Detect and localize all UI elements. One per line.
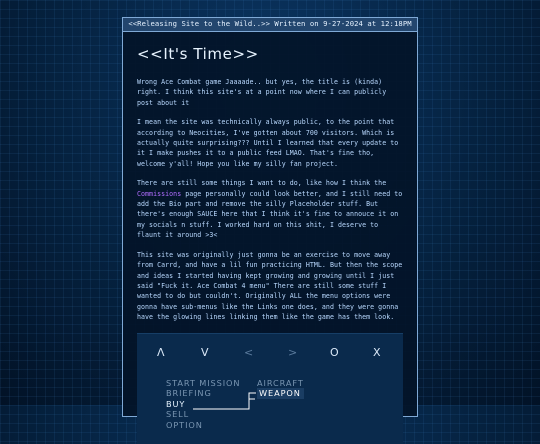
down-arrow-icon: V bbox=[201, 345, 209, 359]
post-paragraph-2: I mean the site was technically always public, to the point that according to Neocities, I've gotten about 700 visitors. Which is actually quite surprising??? Until I learned that every update to it I make pushes it to a public feed LMAO. That's fine tho, welcome y'all! Hope you like my silly fan project. bbox=[137, 118, 399, 168]
menu-item-option: OPTION bbox=[166, 419, 203, 430]
post-heading: <<It's Time>> bbox=[137, 45, 259, 63]
buy-submenu bbox=[257, 378, 304, 399]
p3-text-before: There are still some things I want to do, like how I think the bbox=[137, 179, 387, 188]
submenu-item-weapon: WEAPON bbox=[257, 388, 304, 399]
post-paragraph-1: Wrong Ace Combat game Jaaaade.. but yes, the title is (kinda) right. I think this site's at a point now where I can publicly post about it bbox=[137, 78, 387, 107]
triangle-up-icon: Λ bbox=[157, 345, 165, 359]
commissions-link[interactable]: Commissions bbox=[137, 189, 182, 198]
circle-icon: O bbox=[330, 345, 339, 359]
blog-post-window bbox=[122, 17, 418, 430]
menu-item-buy: BUY bbox=[166, 398, 186, 409]
window-title: <<Releasing Site to the Wild..>> Written on 9-27-2024 at 12:18PM bbox=[123, 18, 417, 32]
left-arrow-icon: < bbox=[244, 345, 254, 359]
submenu-item-aircraft: AIRCRAFT bbox=[257, 377, 304, 388]
cross-icon: X bbox=[373, 345, 381, 359]
main-menu-list bbox=[166, 378, 240, 431]
menu-item-briefing: BRIEFING bbox=[166, 388, 212, 399]
ace-combat-menu-image bbox=[137, 333, 403, 444]
post-paragraph-4: This site was originally just gonna be an exercise to move away from Carrd, and have a lil fun practicing HTML. But then the scope and ideas I started having kept growing and growing until I just said "Fuck it. Ace Combat 4 menu" There are still some stuff I wanted to do but couldn't. Originally ALL the menu options were gonna have sub-menus like the Links one does, and they were gonna have the glowing lines linking them like the game has them look. bbox=[137, 250, 403, 322]
post-content bbox=[123, 45, 417, 444]
menu-item-sell: SELL bbox=[166, 409, 190, 420]
post-paragraph-3 bbox=[137, 178, 403, 240]
right-arrow-icon: > bbox=[288, 345, 298, 359]
p3-text-after: page personally could look better, and I still need to add the Bio part and remove the silly Placeholder stuff. But there's enough SAUCE here that I think it's fine to annouce it on my socials n stuff. I worked hard on this shit, I deserve to flaunt it around >3< bbox=[137, 189, 403, 240]
menu-item-start-mission: START MISSION bbox=[166, 377, 241, 388]
